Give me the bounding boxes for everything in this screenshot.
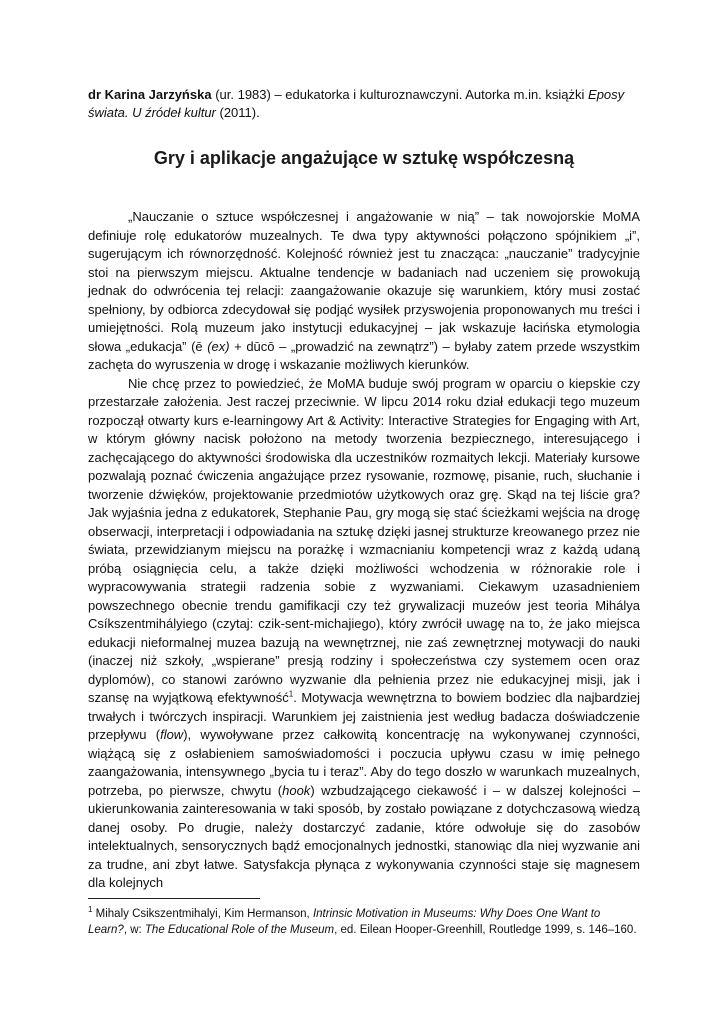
p1-text-a: „Nauczanie o sztuce współczesnej i angażowanie w nią” – tak nowojorskie MoMA definiuje rolę edukatorów muzealnych. Te dwa typy aktywności połączono spójnikiem „i”, sugerującym ich równorzędność. Kolejność również jest tu znacząca: „nauczanie” tradycyjnie stoi na pierwszym miejscu. Aktualne tendencje w badaniach nad uczeniem się prowokują jednak do odwrócenia tej relacji: zaangażowanie okazuje się warunkiem, który musi zostać spełniony, by odbiorca zdecydował się podjąć wysiłek przyswojenia proponowanych mu treści i umiejętności. Rolą muzeum jako instytucji edukacyjnej – jak wskazuje łacińska etymologia słowa „edukacja” (ē — [88, 209, 640, 354]
bio-text-b: (2011). — [215, 105, 260, 120]
footnote-italic-title: Intrinsic Motivation in Museums: Why Does One Want to Learn? — [88, 908, 601, 936]
footnote-text-a: Mihaly Csikszentmihalyi, Kim Hermanson, — [92, 908, 313, 920]
p2-text-b: . Motywacja wewnętrzna to bowiem bodziec dla najbardziej trwałych i twórczych inspiracji. Warunkiem jej zaistnienia jest według badacza doświadczenie przepływu ( — [88, 690, 640, 742]
article-body — [88, 208, 640, 893]
p2-text-d: ) wzbudzającego ciekawość i – w dalszej kolejności – ukierunkowania zainteresowania w taki sposób, by zostało powiązane z dotychczasową wiedzą danej osoby. Po drugie, należy dostarczyć zadanie, które odwołuje się do zasobów intelektualnych, sensorycznych bądź emocjonalnych jednostki, stanowiąc dla niej wyzwanie ani za trudne, ani zbyt łatwe. Satysfakcja płynąca z wykonywania czynności staje się magnesem dla kolejnych — [88, 782, 640, 890]
author-name: dr Karina Jarzyńska — [88, 87, 212, 102]
footnote-text-c: , ed. Eilean Hooper-Greenhill, Routledge 1999, s. 146–160. — [334, 924, 637, 936]
footnote — [88, 906, 640, 938]
footnote-number: 1 — [88, 905, 93, 915]
p2-italic-flow: flow — [160, 727, 184, 742]
author-bio — [88, 86, 640, 122]
p2-text-a: Nie chcę przez to powiedzieć, że MoMA buduje swój program w oparciu o kiepskie czy przestarzałe założenia. Jest raczej przeciwnie. W lipcu 2014 roku dział edukacji tego muzeum rozpoczął otwarty kurs e-learningowy Art & Activity: Interactive Strategies for Engaging with Art, w którym główny nacisk położono na metody tworzenia bezpiecznego, interesującego i zachęcającego do aktywności środowiska dla uczestników rozmaitych lekcji. Materiały kursowe pozwalają poznać ćwiczenia angażujące przez rysowanie, rozmowę, pisanie, ruch, słuchanie i tworzenie dźwięków, projektowanie przedmiotów użytkowych oraz grę. Skąd na tej liście gra? Jak wyjaśnia jedna z edukatorek, Stephanie Pau, gry mogą się stać ścieżkami wejścia na drogę obserwacji, interpretacji i odpowiadania na sztukę dzięki jasnej strukturze kreowanego przez nie świata, przewidzianym miejscu na porażkę i wzmacnianiu kompetencji wraz z każdą udaną próbą osiągnięcia celu, a także dzięki możliwości wchodzenia w różnorakie role i wypracowywania strategii radzenia sobie z wyzwaniami. Ciekawym uzasadnieniem powszechnego obecnie trendu gamifikacji czy też grywalizacji muzeów jest teoria Mihálya Csíkszentmihályiego (czytaj: czik-sent-michajiego), który zwrócił uwagę na to, że jako miejsca edukacji nieformalnej muzea bazują na wewnętrznej, nie zaś zewnętrznej motywacji do nauki (inaczej niż szkoły, „wspierane” presją rodziny i społeczeństwa czy systemem ocen oraz dyplomów), co stanowi zarówno wyzwanie dla pełnienia przez nie edukacyjnej misji, jak i szansę na wyjątkową efektywność — [88, 375, 640, 705]
bio-text-a: (ur. 1983) – edukatorka i kulturoznawczyni. Autorka m.in. książki — [211, 87, 589, 102]
footnote-divider — [88, 898, 260, 899]
paragraph-2 — [88, 375, 640, 893]
p2-text-c: ), wywoływane przez całkowitą koncentrację na wykonywanej czynności, wiążącą się z osłabieniem samoświadomości i poczucia upływu czasu w imię pełnego zaangażowania, intensywnego „bycia tu i teraz”. Aby do tego doszło w warunkach muzealnych, potrzeba, po pierwsze, chwytu ( — [88, 727, 641, 798]
p2-italic-hook: hook — [282, 782, 311, 798]
p1-italic-ex: (ex) — [207, 338, 230, 354]
p1-text-b: + dūcō – „prowadzić na zewnątrz”) – byłaby zatem przede wszystkim zachęta do wyruszenia w drogę i wskazanie możliwych kierunków. — [88, 338, 640, 372]
footnote-text-b: , w: — [123, 924, 145, 936]
footnote-italic-book: The Educational Role of the Museum — [144, 924, 335, 936]
footnote-reference[interactable]: 1 — [288, 689, 294, 699]
book-title: Eposy świata. U źródeł kultur — [88, 87, 625, 120]
article-title: Gry i aplikacje angażujące w sztukę współczesną — [153, 148, 575, 168]
paragraph-1 — [88, 208, 640, 375]
